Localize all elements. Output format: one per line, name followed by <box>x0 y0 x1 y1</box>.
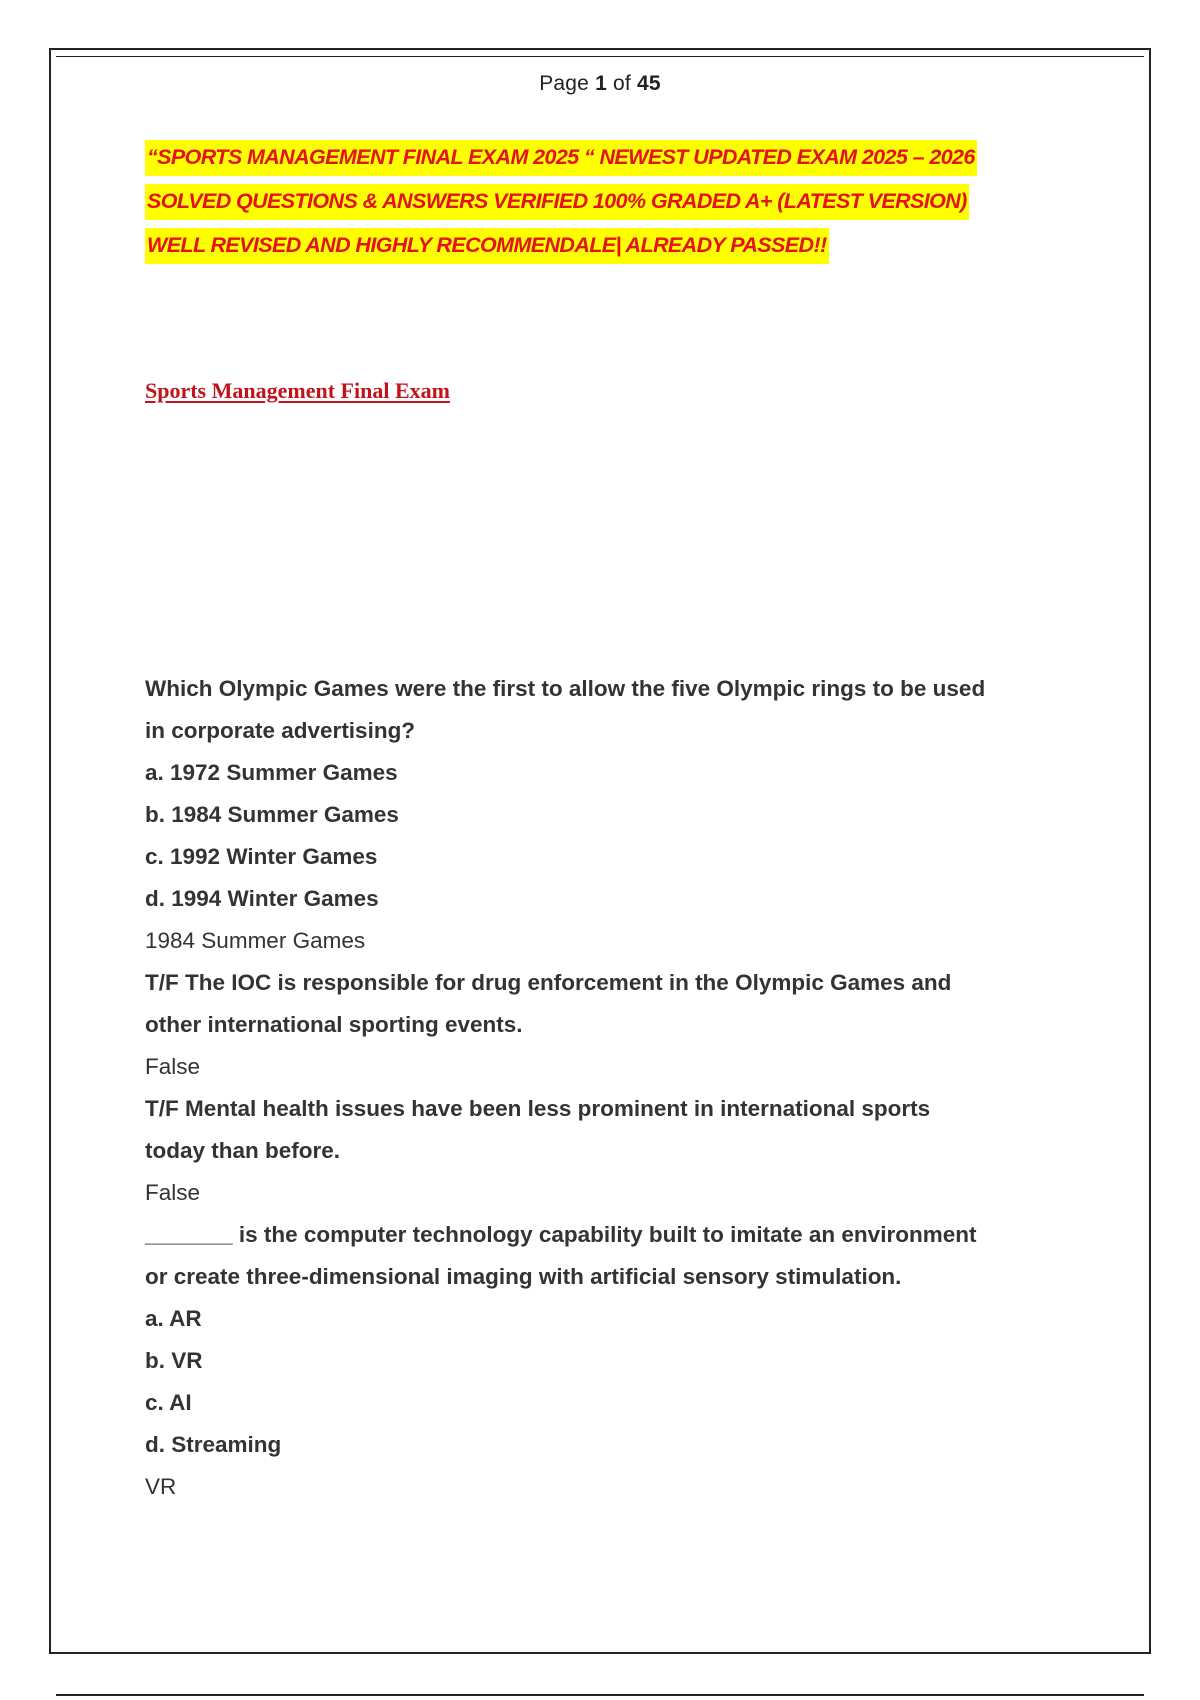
question-text-line: d. Streaming <box>145 1432 282 1457</box>
page-label: Page <box>539 72 590 95</box>
question-text-line: Which Olympic Games were the first to allow the five Olympic rings to be used <box>145 676 986 701</box>
document-title: Sports Management Final Exam <box>145 378 450 403</box>
banner-line: SOLVED QUESTIONS & ANSWERS VERIFIED 100% GRADED A+ (LATEST VERSION) <box>145 184 969 220</box>
exam-banner <box>145 140 1065 272</box>
question-text-line: b. 1984 Summer Games <box>145 802 399 827</box>
of-label: of <box>613 72 631 95</box>
question-text-line: T/F The IOC is responsible for drug enforcement in the Olympic Games and <box>145 970 952 995</box>
question-text-line: _______ is the computer technology capability built to imitate an environment <box>145 1222 977 1247</box>
banner-line: “SPORTS MANAGEMENT FINAL EXAM 2025 “ NEWEST UPDATED EXAM 2025 – 2026 <box>145 140 977 176</box>
answer-text: VR <box>145 1474 177 1499</box>
answer-text: False <box>145 1054 201 1079</box>
total-pages: 45 <box>637 72 661 95</box>
question-text-line: or create three-dimensional imaging with artificial sensory stimulation. <box>145 1264 902 1289</box>
question-text-line: b. VR <box>145 1348 203 1373</box>
question-list <box>145 668 1065 1508</box>
question-text-line: other international sporting events. <box>145 1012 523 1037</box>
banner-line: WELL REVISED AND HIGHLY RECOMMENDALE| ALREADY PASSED!! <box>145 228 829 264</box>
current-page: 1 <box>595 72 607 95</box>
question-text-line: c. AI <box>145 1390 192 1415</box>
question-text-line: in corporate advertising? <box>145 718 416 743</box>
question-text-line: c. 1992 Winter Games <box>145 844 378 869</box>
question-text-line: T/F Mental health issues have been less prominent in international sports <box>145 1096 931 1121</box>
bottom-rule <box>56 1694 1144 1696</box>
question-text-line: a. 1972 Summer Games <box>145 760 398 785</box>
question-text-line: d. 1994 Winter Games <box>145 886 379 911</box>
answer-text: 1984 Summer Games <box>145 928 366 953</box>
answer-text: False <box>145 1180 201 1205</box>
page-border-inner-rule <box>56 56 1144 57</box>
page-number <box>0 72 1200 96</box>
question-text-line: a. AR <box>145 1306 202 1331</box>
question-text-line: today than before. <box>145 1138 341 1163</box>
